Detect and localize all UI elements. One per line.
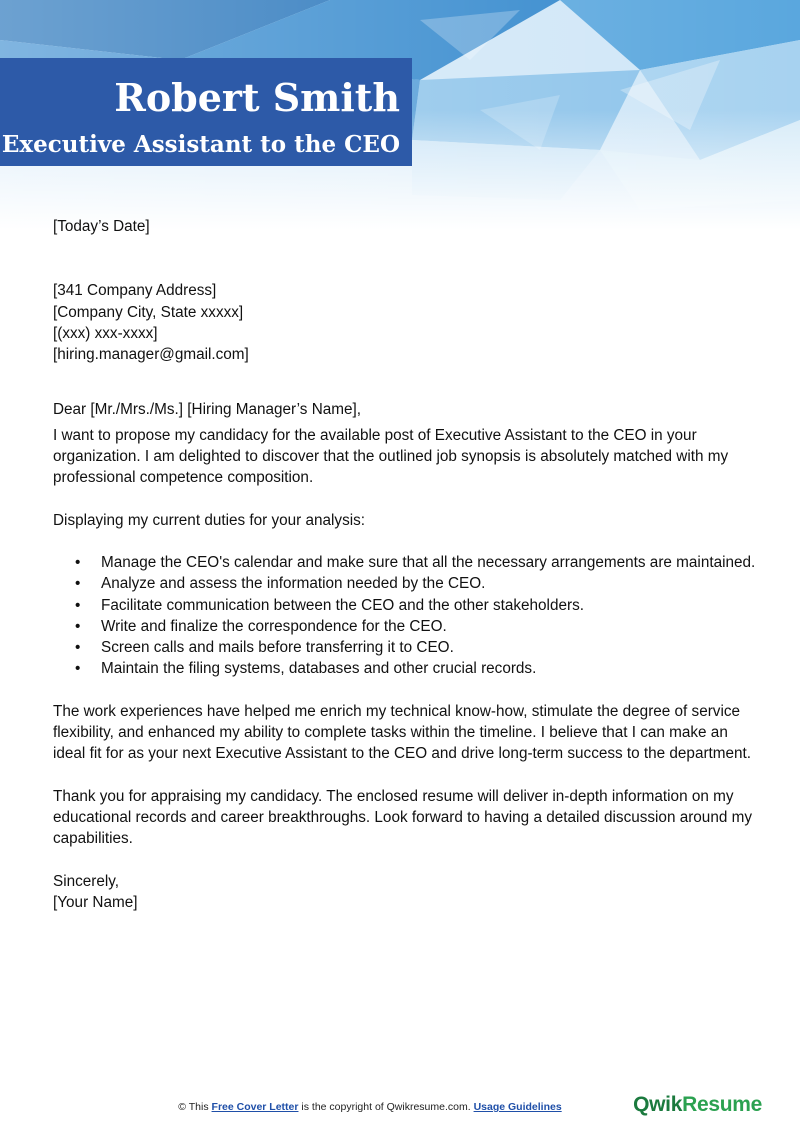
duty-text: Analyze and assess the information needed by the CEO. xyxy=(101,575,486,593)
bullet-icon: • xyxy=(75,596,81,614)
signoff: Sincerely, xyxy=(53,872,120,890)
candidate-name: Robert Smith xyxy=(114,75,400,120)
usage-guidelines-link[interactable]: Usage Guidelines xyxy=(473,1101,562,1113)
list-item xyxy=(75,595,758,616)
duty-text: Write and finalize the correspondence for the CEO. xyxy=(101,617,447,635)
closing-paragraph: Thank you for appraising my candidacy. The enclosed resume will deliver in-depth information on my educational records and career breakthroughs. Look forward to having a detailed discussion around my capabilities. xyxy=(53,787,752,848)
address-line: [hiring.manager@gmail.com] xyxy=(53,346,249,364)
copyright-prefix: © This xyxy=(178,1101,209,1113)
copyright-middle: is the copyright of Qwikresume.com. xyxy=(301,1101,471,1113)
bullet-icon: • xyxy=(75,639,81,657)
duties-list xyxy=(53,552,758,680)
signature-name: [Your Name] xyxy=(53,893,138,911)
logo-qwik: Qwik xyxy=(633,1093,683,1116)
bullet-icon: • xyxy=(75,660,81,678)
salutation: Dear [Mr./Mrs./Ms.] [Hiring Manager’s Name], xyxy=(53,401,361,419)
free-cover-letter-link[interactable]: Free Cover Letter xyxy=(211,1101,299,1113)
body-paragraph: The work experiences have helped me enrich my technical know-how, stimulate the degree of service flexibility, and enhanced my ability to complete tasks within the timeline. I believe that I can make an ideal fit for as your next Executive Assistant to the CEO and drive long-term success to the department. xyxy=(53,702,752,763)
bullet-icon: • xyxy=(75,617,81,635)
duty-text: Screen calls and mails before transferring it to CEO. xyxy=(101,639,454,657)
duty-text: Facilitate communication between the CEO and the other stakeholders. xyxy=(101,596,584,614)
bullet-icon: • xyxy=(75,575,81,593)
intro-paragraph: I want to propose my candidacy for the available post of Executive Assistant to the CEO in your organization. I am delighted to discover that the outlined job synopsis is absolutely matched with my professional competence composition. xyxy=(53,426,729,487)
list-item xyxy=(75,552,758,573)
recipient-address xyxy=(53,280,758,365)
header-name-box xyxy=(0,58,412,166)
letter-body xyxy=(53,216,758,913)
address-line: [341 Company Address] xyxy=(53,282,217,300)
letter-date: [Today’s Date] xyxy=(53,218,150,235)
duty-text: Manage the CEO's calendar and make sure that all the necessary arrangements are maintained. xyxy=(101,553,756,571)
list-item xyxy=(75,637,758,658)
bullet-icon: • xyxy=(75,553,81,571)
copyright-footer xyxy=(0,1101,740,1113)
list-item xyxy=(75,573,758,594)
address-line: [(xxx) xxx-xxxx] xyxy=(53,324,158,342)
address-line: [Company City, State xxxxx] xyxy=(53,303,244,321)
duties-intro: Displaying my current duties for your analysis: xyxy=(53,511,366,529)
qwikresume-logo xyxy=(633,1093,762,1117)
duty-text: Maintain the filing systems, databases and other crucial records. xyxy=(101,660,537,678)
list-item xyxy=(75,616,758,637)
job-title: Executive Assistant to the CEO xyxy=(1,131,400,158)
logo-resume: Resume xyxy=(682,1093,762,1116)
list-item xyxy=(75,658,758,679)
